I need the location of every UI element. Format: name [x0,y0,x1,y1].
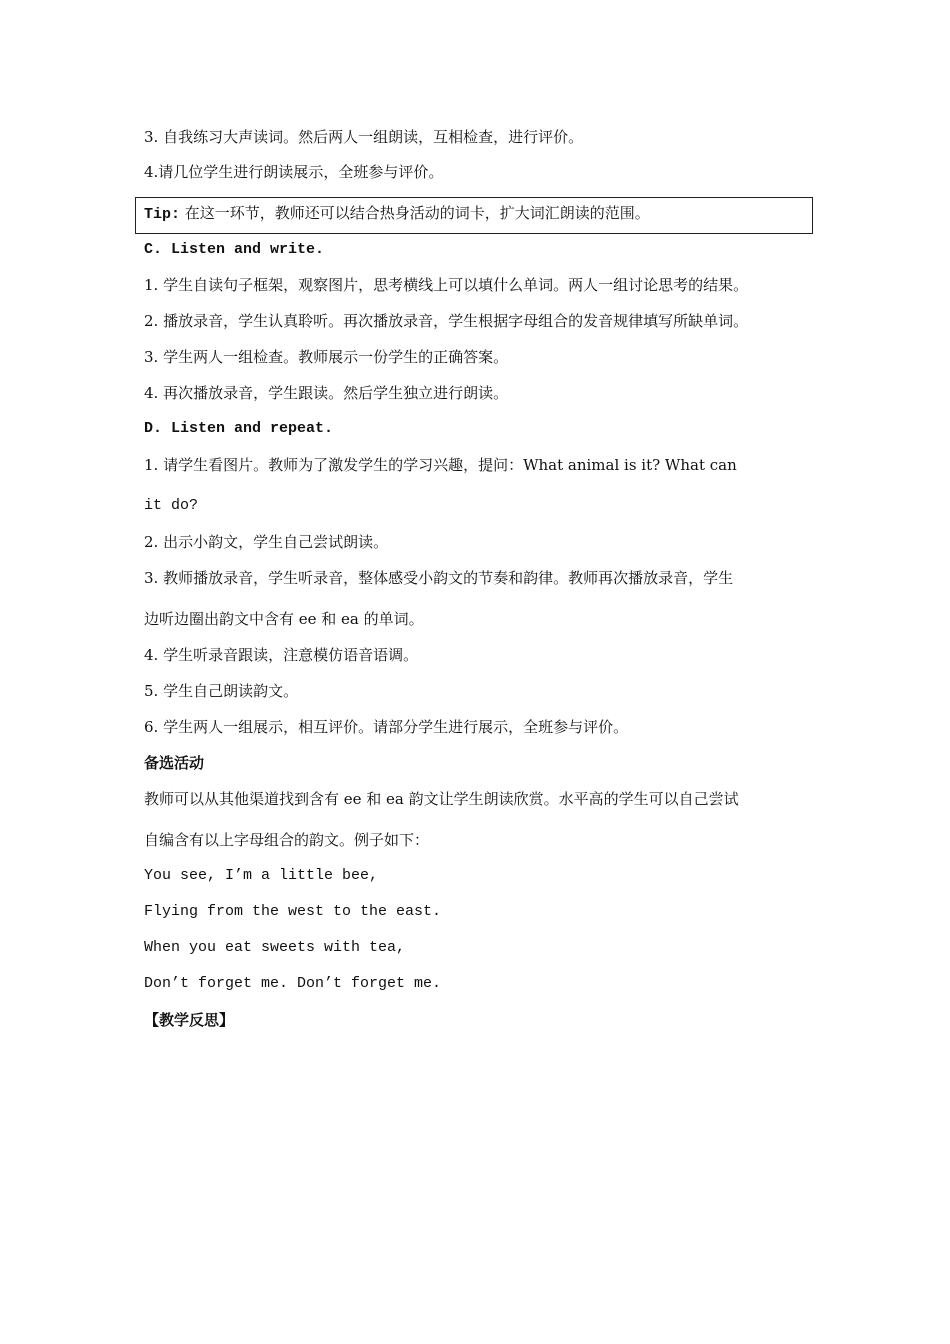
part-d-heading: D. Listen and repeat. [144,420,334,437]
rhyme-line: When you eat sweets with tea, [144,939,406,956]
rhyme-line: Don’t forget me. Don’t forget me. [144,975,442,992]
part-c-step-2: 2. 播放录音，学生认真聆听。再次播放录音，学生根据字母组合的发音规律填写所缺单词。 [144,312,749,330]
part-d-step-1-line-1: 1. 请学生看图片。教师为了激发学生的学习兴趣，提问：What animal is it? What can [144,456,737,474]
part-d-step-3-line-2: 边听边圈出韵文中含有 ee 和 ea 的单词。 [144,610,424,628]
teaching-reflection-title: 【教学反思】 [144,1011,235,1029]
optional-activity-line-1: 教师可以从其他渠道找到含有 ee 和 ea 韵文让学生朗读欣赏。水平高的学生可以自己尝试 [144,790,739,808]
optional-activity-title: 备选活动 [144,754,205,772]
part-c-step-4: 4. 再次播放录音，学生跟读。然后学生独立进行朗读。 [144,384,509,402]
rhyme-line: You see, I’m a little bee, [144,867,379,884]
part-d-step-3-line-1: 3. 教师播放录音，学生听录音，整体感受小韵文的节奏和韵律。教师再次播放录音，学生 [144,569,734,587]
part-d-step-2: 2. 出示小韵文，学生自己尝试朗读。 [144,533,389,551]
part-c-step-1: 1. 学生自读句子框架，观察图片，思考横线上可以填什么单词。两人一组讨论思考的结果。 [144,276,749,294]
optional-activity-line-2: 自编含有以上字母组合的韵文。例子如下： [144,831,430,849]
tip-text: 在这一环节，教师还可以结合热身活动的词卡，扩大词汇朗读的范围。 [184,204,650,222]
part-b-step-4: 4.请几位学生进行朗读展示，全班参与评价。 [144,163,444,181]
rhyme-line: Flying from the west to the east. [144,903,442,920]
part-b-step-3: 3. 自我练习大声读词。然后两人一组朗读，互相检查，进行评价。 [144,128,584,146]
part-d-step-5: 5. 学生自己朗读韵文。 [144,682,299,700]
part-d-step-4: 4. 学生听录音跟读，注意模仿语音语调。 [144,646,419,664]
part-c-heading: C. Listen and write. [144,241,325,258]
tip-box [135,197,813,234]
part-d-step-1-line-2: it do? [144,497,199,514]
part-c-step-3: 3. 学生两人一组检查。教师展示一份学生的正确答案。 [144,348,509,366]
part-d-step-6: 6. 学生两人一组展示，相互评价。请部分学生进行展示，全班参与评价。 [144,718,629,736]
tip-label: Tip: [144,206,181,223]
